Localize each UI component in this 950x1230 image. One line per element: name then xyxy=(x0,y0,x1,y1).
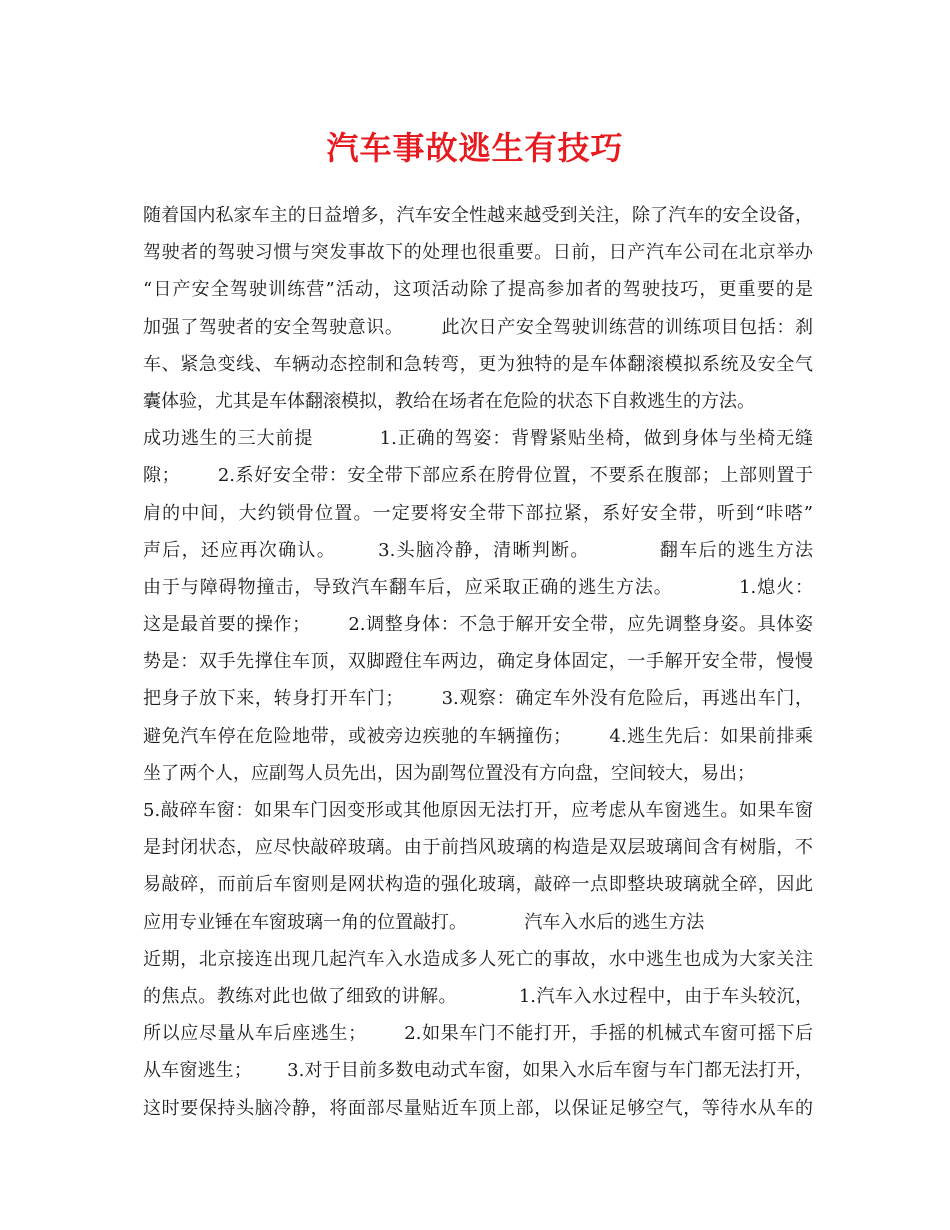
body-line: 成功逃生的三大前提 1.正确的驾姿：背臀紧贴坐椅，做到身体与坐椅无缝 xyxy=(143,428,813,450)
document-body xyxy=(143,197,813,1127)
body-line: 从车窗逃生； 3.对于目前多数电动式车窗，如果入水后车窗与车门都无法打开， xyxy=(143,1060,813,1082)
body-line: 5.敲碎车窗：如果车门因变形或其他原因无法打开，应考虑从车窗逃生。如果车窗 xyxy=(143,800,813,821)
body-line: 应用专业锤在车窗玻璃一角的位置敲打。 汽车入水后的逃生方法 xyxy=(143,911,705,933)
body-line: 肩的中间，大约锁骨位置。一定要将安全带下部拉紧，系好安全带，听到“咔嗒” xyxy=(143,502,813,524)
body-line: 坐了两个人，应副驾人员先出，因为副驾位置没有方向盘，空间较大，易出； xyxy=(143,762,755,784)
body-line: 是封闭状态，应尽快敲碎玻璃。由于前挡风玻璃的构造是双层玻璃间含有树脂，不 xyxy=(143,837,813,859)
body-line: “日产安全驾驶训练营”活动，这项活动除了提高参加者的驾驶技巧，更重要的是 xyxy=(143,279,813,301)
body-line: 囊体验，尤其是车体翻滚模拟，教给在场者在危险的状态下自救逃生的方法。 xyxy=(143,390,755,412)
body-line: 这时要保持头脑冷静，将面部尽量贴近车顶上部，以保证足够空气，等待水从车的 xyxy=(143,1097,813,1119)
body-line: 避免汽车停在危险地带，或被旁边疾驰的车辆撞伤； 4.逃生先后：如果前排乘 xyxy=(143,725,813,747)
body-line: 的焦点。教练对此也做了细致的讲解。 1.汽车入水过程中，由于车头较沉， xyxy=(143,985,813,1007)
body-line: 这是最首要的操作； 2.调整身体：不急于解开安全带，应先调整身姿。具体姿 xyxy=(143,614,813,636)
body-line: 所以应尽量从车后座逃生； 2.如果车门不能打开，手摇的机械式车窗可摇下后 xyxy=(143,1023,813,1045)
body-line: 把身子放下来，转身打开车门； 3.观察：确定车外没有危险后，再逃出车门， xyxy=(143,688,813,710)
body-line: 势是：双手先撑住车顶，双脚蹬住车两边，确定身体固定，一手解开安全带，慢慢 xyxy=(143,651,813,673)
body-line: 易敲碎，而前后车窗则是网状构造的强化玻璃，敲碎一点即整块玻璃就全碎，因此 xyxy=(143,874,813,896)
body-line: 随着国内私家车主的日益增多，汽车安全性越来越受到关注，除了汽车的安全设备， xyxy=(143,205,813,226)
body-line: 由于与障碍物撞击，导致汽车翻车后，应采取正确的逃生方法。 1.熄火： xyxy=(143,576,813,598)
body-line: 隙； 2.系好安全带：安全带下部应系在胯骨位置，不要系在腹部；上部则置于 xyxy=(143,465,813,487)
body-line: 加强了驾驶者的安全驾驶意识。 此次日产安全驾驶训练营的训练项目包括：刹 xyxy=(143,316,813,338)
body-line: 车、紧急变线、车辆动态控制和急转弯，更为独特的是车体翻滚模拟系统及安全气 xyxy=(143,353,813,375)
body-line: 声后，还应再次确认。 3.头脑冷静，清晰判断。 翻车后的逃生方法 xyxy=(143,539,813,561)
body-line: 近期，北京接连出现几起汽车入水造成多人死亡的事故，水中逃生也成为大家关注 xyxy=(143,948,813,970)
page-title: 汽车事故逃生有技巧 xyxy=(326,129,624,167)
body-line: 驾驶者的驾驶习惯与突发事故下的处理也很重要。日前，日产汽车公司在北京举办 xyxy=(143,242,813,264)
